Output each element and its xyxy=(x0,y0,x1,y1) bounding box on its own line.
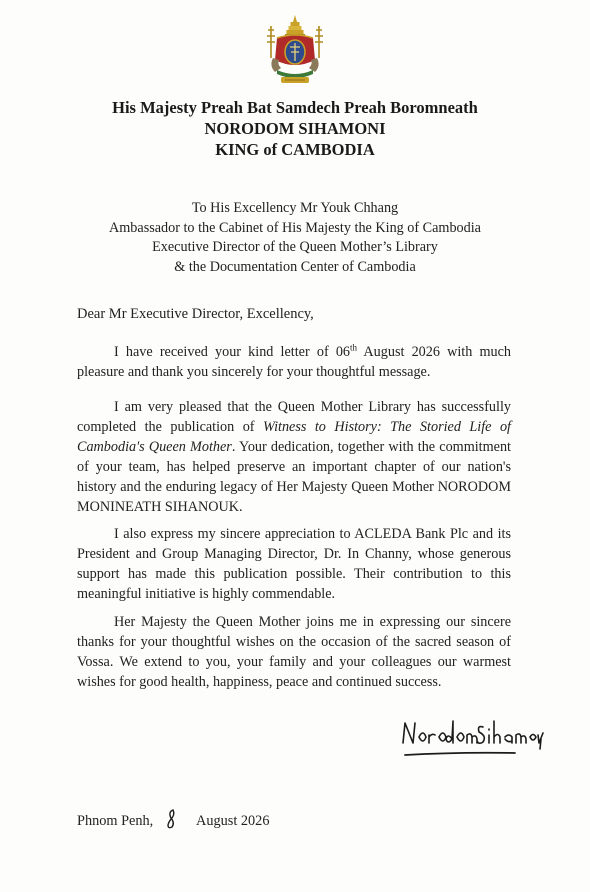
paragraph-text: August 2026 with much pleasure and thank you sincerely for your thoughtful message. xyxy=(77,344,511,380)
paragraph-text: I have received your kind letter of 06 xyxy=(114,344,351,360)
heading-line-title: His Majesty Preah Bat Samdech Preah Boromneath xyxy=(112,98,478,117)
salutation: Dear Mr Executive Director, Excellency, xyxy=(77,306,314,322)
month-year: August 2026 xyxy=(196,813,270,829)
recipient-line: To His Excellency Mr Youk Chhang xyxy=(191,200,399,216)
paragraph-text: . Your dedication, together with the commitment of your team, has helped preserve an important chapter of our nation's history and the enduring legacy of Her Majesty Queen Mother NORODOM MONINEATH SIHANOUK. xyxy=(77,439,511,515)
ordinal-suffix: th xyxy=(350,342,358,353)
paragraph-text: I am very pleased that the Queen Mother Library has successfully completed the publication of xyxy=(77,399,511,435)
date-line xyxy=(77,811,337,835)
place-name: Phnom Penh, xyxy=(77,813,154,829)
body-paragraph-2 xyxy=(77,397,511,517)
book-title: Witness to History: The Storied Life of Cambodia's Queen Mother xyxy=(77,419,512,455)
recipient-block xyxy=(0,199,590,277)
recipient-line: Ambassador to the Cabinet of His Majesty the King of Cambodia xyxy=(109,219,481,236)
recipient-line: & the Documentation Center of Cambodia xyxy=(174,258,416,275)
signature-icon xyxy=(397,715,547,761)
letterhead-title xyxy=(0,97,590,160)
recipient-line: Executive Director of the Queen Mother’s Library xyxy=(152,239,438,255)
heading-line-country: KING of CAMBODIA xyxy=(215,140,375,159)
body-paragraph-3: I also express my sincere appreciation to ACLEDA Bank Plc and its President and Group Managing Director, Dr. In Channy, whose generous support has made this publication possible. Their contribution to this meaningful initiative is highly commendable. xyxy=(77,526,511,602)
heading-line-name: NORODOM SIHAMONI xyxy=(204,119,386,138)
body-paragraph-4: Her Majesty the Queen Mother joins me in expressing our sincere thanks for your thoughtful wishes on the occasion of the sacred season of Vossa. We extend to you, your family and your colleagues our warmest wishes for good health, happiness, peace and continued success. xyxy=(77,614,511,690)
handwritten-day-icon xyxy=(165,807,179,831)
royal-crest-icon xyxy=(263,14,327,86)
body-paragraph-1 xyxy=(77,342,511,382)
